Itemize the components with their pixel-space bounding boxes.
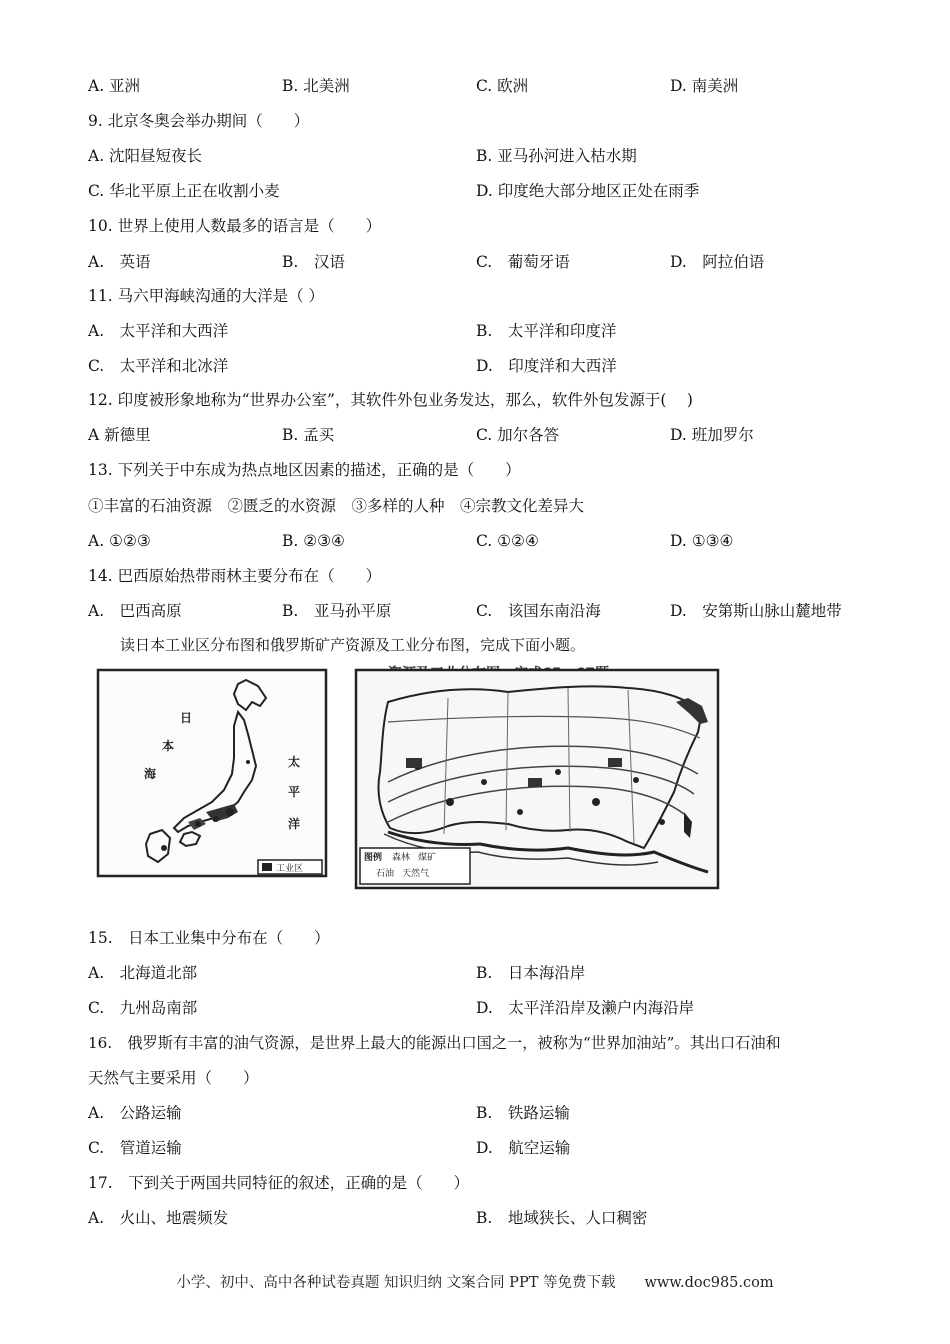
- q15-option-d: D. 太平洋沿岸及濑户内海沿岸: [476, 999, 695, 1017]
- q17-option-a: A. 火山、地震频发: [88, 1209, 229, 1227]
- japan-map: [98, 670, 326, 876]
- q12-option-a: A 新德里: [88, 426, 151, 444]
- q10-option-a: A. 英语: [88, 253, 151, 271]
- q16-option-b: B. 铁路运输: [476, 1104, 570, 1122]
- q9-option-c: C. 华北平原上正在收割小麦: [88, 182, 280, 200]
- russia-legend-oil: 石油: [376, 869, 395, 879]
- russia-legend-forest: 森林: [392, 853, 411, 863]
- q10-option-b: B. 汉语: [282, 253, 345, 271]
- q9-option-b: B. 亚马孙河进入枯水期: [476, 147, 637, 165]
- q13-items: ①丰富的石油资源 ②匮乏的水资源 ③多样的人种 ④宗教文化差异大: [88, 497, 585, 515]
- q16-stem-line2: 天然气主要采用（ ）: [88, 1069, 259, 1087]
- q13-stem: 13. 下列关于中东成为热点地区因素的描述，正确的是（ ）: [88, 461, 521, 479]
- q14-option-b: B. 亚马孙平原: [282, 602, 392, 620]
- sea-label-2: 本: [162, 739, 175, 753]
- q15-option-b: B. 日本海沿岸: [476, 964, 586, 982]
- russia-legend-title: 图例: [364, 853, 383, 863]
- maps-figure: [88, 662, 723, 894]
- q10-option-c: C. 葡萄牙语: [476, 253, 570, 271]
- q16-option-d: D. 航空运输: [476, 1139, 571, 1157]
- russia-legend-gas: 天然气: [402, 869, 430, 879]
- russia-map: [356, 670, 718, 888]
- q8-option-b: B. 北美洲: [282, 77, 350, 95]
- q17-option-b: B. 地域狭长、人口稠密: [476, 1209, 648, 1227]
- q8-option-a: A. 亚洲: [88, 77, 141, 95]
- q11-option-d: D. 印度洋和大西洋: [476, 357, 617, 375]
- q9-option-d: D. 印度绝大部分地区正处在雨季: [476, 182, 700, 200]
- ocean-label-3: 洋: [288, 817, 301, 831]
- sea-label-1: 日: [180, 711, 193, 725]
- q16-option-a: A. 公路运输: [88, 1104, 182, 1122]
- q13-option-a: A. ①②③: [88, 532, 151, 550]
- q13-option-d: D. ①③④: [670, 532, 734, 550]
- q12-option-d: D. 班加罗尔: [670, 426, 754, 444]
- q15-option-a: A. 北海道北部: [88, 964, 198, 982]
- q14-option-d: D. 安第斯山脉山麓地带: [670, 602, 842, 620]
- russia-legend-coal: 煤矿: [418, 853, 437, 863]
- q11-option-c: C. 太平洋和北冰洋: [88, 357, 229, 375]
- q13-option-b: B. ②③④: [282, 532, 345, 550]
- q10-stem: 10. 世界上使用人数最多的语言是（ ）: [88, 217, 382, 235]
- q9-stem: 9. 北京冬奥会举办期间（ ）: [88, 112, 310, 130]
- q14-option-a: A. 巴西高原: [88, 602, 182, 620]
- ocean-label-1: 太: [288, 755, 301, 769]
- page-footer: 小学、初中、高中各种试卷真题 知识归纳 文案合同 PPT 等免费下载 www.doc985.com: [176, 1275, 774, 1291]
- q14-stem: 14. 巴西原始热带雨林主要分布在（ ）: [88, 567, 382, 585]
- q8-option-d: D. 南美洲: [670, 77, 739, 95]
- q8-option-c: C. 欧洲: [476, 77, 529, 95]
- q14-option-c: C. 该国东南沿海: [476, 602, 601, 620]
- q11-stem: 11. 马六甲海峡沟通的大洋是（ ）: [88, 287, 325, 305]
- q16-option-c: C. 管道运输: [88, 1139, 182, 1157]
- q11-option-a: A. 太平洋和大西洋: [88, 322, 229, 340]
- q9-option-a: A. 沈阳昼短夜长: [88, 147, 203, 165]
- q12-option-b: B. 孟买: [282, 426, 335, 444]
- q12-option-c: C. 加尔各答: [476, 426, 560, 444]
- q10-option-d: D. 阿拉伯语: [670, 253, 765, 271]
- sea-label-3: 海: [144, 767, 157, 781]
- reading-prompt: 读日本工业区分布图和俄罗斯矿产资源及工业分布图，完成下面小题。: [120, 636, 586, 654]
- q12-stem: 12. 印度被形象地称为“世界办公室”，其软件外包业务发达，那么，软件外包发源于( ): [88, 391, 693, 409]
- q13-option-c: C. ①②④: [476, 532, 539, 550]
- q17-stem: 17. 下到关于两国共同特征的叙述，正确的是（ ）: [88, 1174, 470, 1192]
- q16-stem-line1: 16. 俄罗斯有丰富的油气资源，是世界上最大的能源出口国之一，被称为“世界加油站”。其出口石油和: [88, 1034, 781, 1052]
- q11-option-b: B. 太平洋和印度洋: [476, 322, 617, 340]
- q15-stem: 15. 日本工业集中分布在（ ）: [88, 929, 330, 947]
- q15-option-c: C. 九州岛南部: [88, 999, 198, 1017]
- ocean-label-2: 平: [288, 785, 301, 799]
- japan-legend-label: 工业区: [276, 864, 304, 874]
